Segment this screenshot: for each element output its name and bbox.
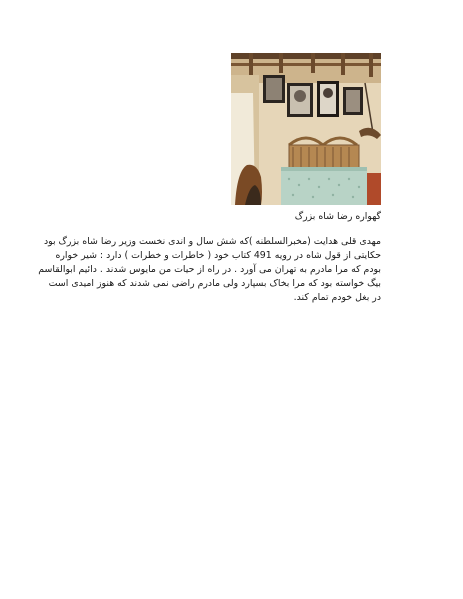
body-paragraph (38, 235, 381, 305)
paragraph-line: در بغل خودم تمام کند. (293, 292, 381, 303)
paragraph-line: بودم که مرا مادرم به تهران می آورد . در راه از حیات من مایوس شدند . دائیم ابوالقاسم (38, 264, 381, 275)
cradle-photo-image (231, 53, 381, 205)
cradle-photo (231, 53, 381, 205)
photo-caption: گهواره رضا شاه بزرگ (294, 211, 381, 222)
paragraph-line: حکایتی از قول شاه در رویه 491 کتاب خود ( خاطرات و خطرات ) دارد : شیر خواره (55, 250, 381, 261)
paragraph-line: بیگ خواسته بود که مرا بخاک بسپارد ولی مادرم راضی نمی شدند که هنوز امیدی است (48, 278, 381, 289)
paragraph-line: مهدی قلی هدایت (مخبرالسلطنه )که شش سال و اندی نخست وزیر رضا شاه بزرگ بود (43, 236, 381, 247)
